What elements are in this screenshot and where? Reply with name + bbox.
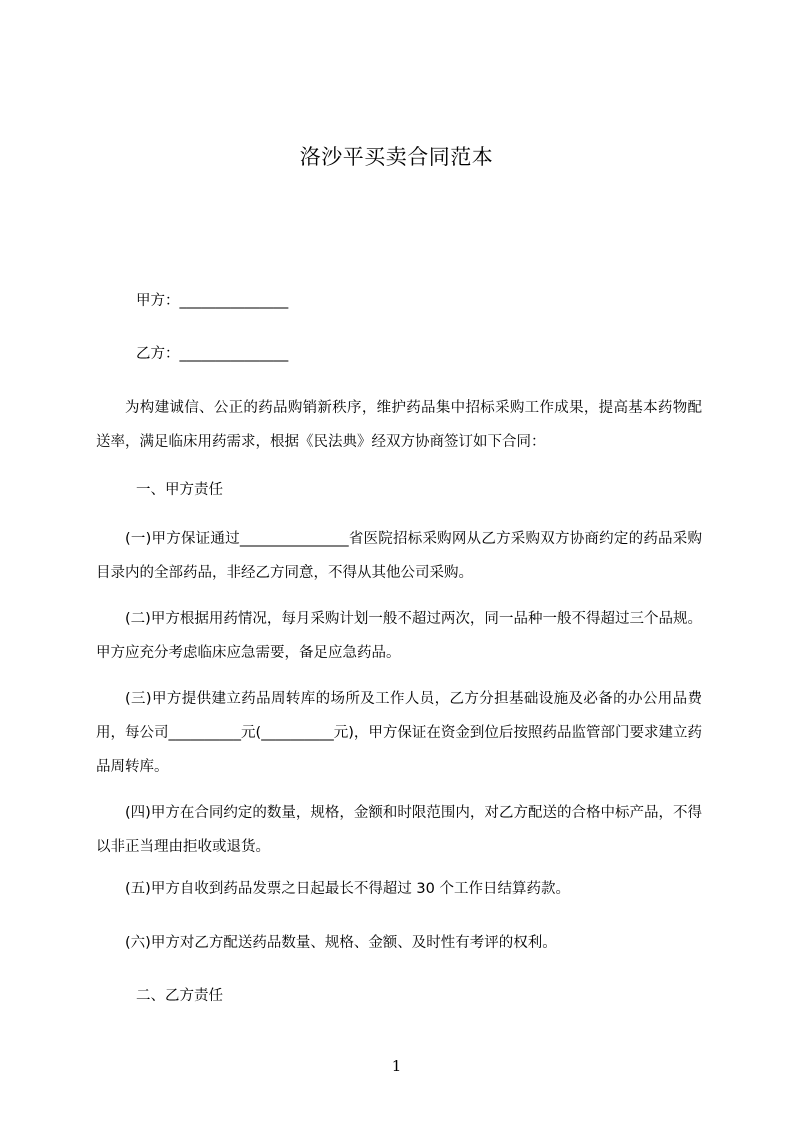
clause-5: (五)甲方自收到药品发票之日起最长不得超过 30 个工作日结算药款。 — [125, 881, 570, 897]
preamble-paragraph: 为构建诚信、公正的药品购销新秩序，维护药品集中招标采购工作成果，提高基本药物配送率，满足临床用药需求，根据《民法典》经双方协商签订如下合同： — [96, 400, 702, 450]
clause-1: (一)甲方保证通过_______________省医院招标采购网从乙方采购双方协商约定的药品采购目录内的全部药品，非经乙方同意，不得从其他公司采购。 — [96, 531, 702, 581]
page-number: 1 — [391, 1057, 402, 1075]
document-title: 洛沙平买卖合同范本 — [299, 145, 494, 169]
section-heading-party-a: 一、甲方责任 — [136, 482, 223, 498]
clause-2: (二)甲方根据用药情况，每月采购计划一般不超过两次，同一品种一般不得超过三个品规。甲方应充分考虑临床应急需要，备足应急药品。 — [96, 611, 702, 661]
section-heading-party-b: 二、乙方责任 — [136, 988, 223, 1004]
party-a-line: 甲方：_______________ — [136, 293, 289, 309]
clause-4: (四)甲方在合同约定的数量，规格，金额和时限范围内，对乙方配送的合格中标产品，不得以非正当理由拒收或退货。 — [96, 805, 702, 855]
party-b-line: 乙方：_______________ — [136, 346, 289, 362]
clause-3: (三)甲方提供建立药品周转库的场所及工作人员，乙方分担基础设施及必备的办公用品费用，每公司__________元(__________元)，甲方保证在资金到位后按照药品监管部门要求建立药品周转库。 — [96, 691, 702, 775]
clause-6: (六)甲方对乙方配送药品数量、规格、金额、及时性有考评的权利。 — [125, 935, 557, 951]
